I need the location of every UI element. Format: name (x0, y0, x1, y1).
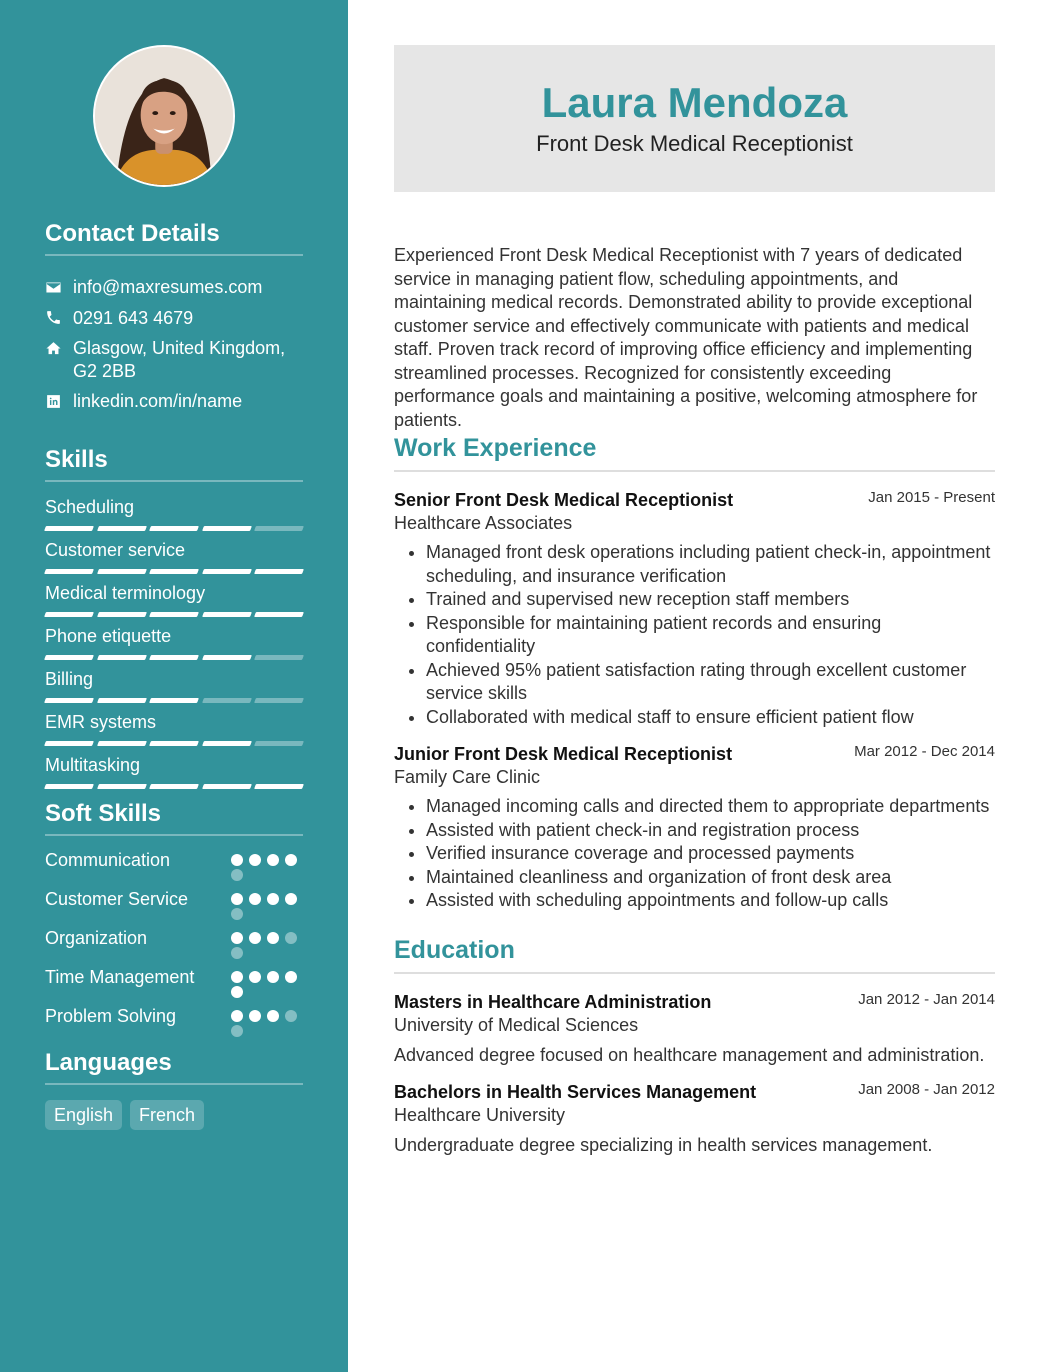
rating-dot-empty (231, 908, 243, 920)
job-dates: Jan 2015 - Present (868, 489, 995, 506)
skill-name: Medical terminology (45, 583, 206, 603)
soft-skill-dots (231, 849, 303, 881)
rating-dot-empty (231, 869, 243, 881)
summary-paragraph: Experienced Front Desk Medical Receptionist with 7 years of dedicated service in managing patient flow, scheduling appointments, and maintaining medical records. Demonstrated ability to provide exceptional customer service and effectively communicate with patients and medical staff. Proven track record of improving office efficiency and implementing streamlined processes. Recognized for consistently exceeding performance goals and maintaining a positive, welcoming atmosphere for patients. (394, 245, 978, 430)
rating-dot-filled (267, 932, 279, 944)
rating-dot-filled (249, 854, 261, 866)
education-dates: Jan 2012 - Jan 2014 (858, 991, 995, 1008)
home-icon (45, 337, 73, 359)
skill-level-segment-filled (202, 784, 251, 789)
skill-item (45, 491, 303, 534)
rating-dot-filled (267, 1010, 279, 1022)
contact-address-text: Glasgow, United Kingdom, G2 2BB (73, 338, 286, 381)
skill-level-segment-filled (97, 741, 146, 746)
skill-level-bar (45, 526, 303, 531)
rating-dot-filled (231, 971, 243, 983)
skill-level-segment-empty (254, 526, 303, 531)
skill-level-segment-filled (149, 698, 198, 703)
contact-address (45, 337, 303, 382)
rating-dot-filled (231, 986, 243, 998)
skill-level-segment-filled (149, 784, 198, 789)
rating-dot-filled (249, 932, 261, 944)
soft-skill-dots (231, 966, 303, 998)
skill-level-bar (45, 612, 303, 617)
skill-level-segment-filled (202, 526, 251, 531)
education-description: Undergraduate degree specializing in health services management. (394, 1135, 933, 1155)
skill-level-segment-filled (97, 569, 146, 574)
skill-level-segment-filled (44, 569, 93, 574)
profile-photo (93, 45, 235, 187)
language-chip: French (130, 1100, 204, 1130)
job-title: Senior Front Desk Medical Receptionist (394, 490, 734, 510)
contact-linkedin-text: linkedin.com/in/name (73, 391, 243, 411)
job-bullet: • Trained and supervised new reception staff members (426, 588, 995, 612)
candidate-name: Laura Mendoza (541, 79, 848, 126)
rating-dot-filled (285, 854, 297, 866)
work-experience-heading: Work Experience (394, 433, 995, 472)
candidate-title: Front Desk Medical Receptionist (536, 131, 853, 156)
skill-level-segment-filled (44, 655, 93, 660)
languages-section (45, 1049, 303, 1130)
skill-item (45, 706, 303, 749)
job-bullet: • Verified insurance coverage and processed payments (426, 842, 995, 866)
skill-level-bar (45, 569, 303, 574)
degree-title: Bachelors in Health Services Management (394, 1082, 757, 1102)
skill-level-segment-filled (97, 698, 146, 703)
skill-level-segment-empty (254, 741, 303, 746)
rating-dot-filled (285, 893, 297, 905)
skill-name: Multitasking (45, 755, 141, 775)
skills-heading: Skills (45, 446, 303, 482)
skill-level-segment-filled (202, 741, 251, 746)
contact-heading: Contact Details (45, 220, 303, 256)
degree-title: Masters in Healthcare Administration (394, 992, 712, 1012)
job-header (394, 743, 995, 765)
soft-skill-item (45, 1005, 303, 1037)
job-bullet: • Assisted with scheduling appointments and follow-up calls (426, 889, 995, 913)
job-dates: Mar 2012 - Dec 2014 (854, 743, 995, 760)
contact-linkedin[interactable] (45, 390, 303, 413)
soft-skill-name: Communication (45, 850, 171, 870)
job-company: Healthcare Associates (394, 513, 573, 533)
skill-name: Scheduling (45, 497, 135, 517)
skill-level-segment-filled (149, 569, 198, 574)
soft-skill-dots (231, 1005, 303, 1037)
soft-skill-item (45, 849, 303, 881)
job-bullets (394, 795, 995, 913)
skill-level-segment-empty (254, 655, 303, 660)
skill-level-segment-filled (97, 612, 146, 617)
skill-level-segment-filled (149, 612, 198, 617)
rating-dot-filled (249, 893, 261, 905)
rating-dot-filled (285, 971, 297, 983)
contact-email-text: info@maxresumes.com (73, 277, 263, 297)
soft-skill-name: Time Management (45, 967, 195, 987)
skill-level-segment-filled (254, 612, 303, 617)
language-chip: English (45, 1100, 122, 1130)
education-dates: Jan 2008 - Jan 2012 (858, 1081, 995, 1098)
education-header (394, 991, 995, 1013)
soft-skill-name: Problem Solving (45, 1006, 177, 1026)
skills-list (45, 491, 303, 792)
skill-item (45, 663, 303, 706)
skill-level-segment-filled (97, 655, 146, 660)
education-entry (394, 991, 995, 1067)
skill-level-segment-filled (44, 741, 93, 746)
sidebar (0, 0, 348, 1372)
skill-level-segment-filled (149, 741, 198, 746)
education-section (394, 935, 995, 1157)
contact-phone[interactable] (45, 307, 303, 330)
rating-dot-empty (231, 1025, 243, 1037)
skill-level-segment-empty (254, 698, 303, 703)
job-company: Family Care Clinic (394, 767, 541, 787)
soft-skills-heading: Soft Skills (45, 800, 303, 836)
work-experience-section (394, 433, 995, 913)
rating-dot-empty (285, 1010, 297, 1022)
soft-skill-name: Customer Service (45, 889, 189, 909)
skill-level-bar (45, 784, 303, 789)
skill-name: Billing (45, 669, 94, 689)
job-title: Junior Front Desk Medical Receptionist (394, 744, 733, 764)
job-entry (394, 489, 995, 729)
skill-level-segment-filled (97, 784, 146, 789)
rating-dot-filled (249, 971, 261, 983)
rating-dot-filled (231, 893, 243, 905)
skill-item (45, 577, 303, 620)
skill-item (45, 534, 303, 577)
skill-level-segment-filled (97, 526, 146, 531)
contact-phone-text: 0291 643 4679 (73, 307, 194, 328)
skill-level-segment-empty (202, 698, 251, 703)
skill-name: EMR systems (45, 712, 157, 732)
rating-dot-filled (267, 971, 279, 983)
skill-name: Phone etiquette (45, 626, 172, 646)
skill-level-bar (45, 741, 303, 746)
rating-dot-empty (231, 947, 243, 959)
soft-skill-dots (231, 927, 303, 959)
skill-level-segment-filled (44, 784, 93, 789)
job-bullets (394, 541, 995, 729)
job-bullet: • Maintained cleanliness and organization of front desk area (426, 866, 995, 890)
school-name: Healthcare University (394, 1105, 566, 1125)
portrait-image (95, 47, 233, 185)
job-bullet: • Assisted with patient check-in and registration process (426, 819, 995, 843)
linkedin-icon (45, 390, 73, 412)
skill-level-segment-filled (149, 526, 198, 531)
skill-level-segment-filled (44, 612, 93, 617)
skill-item (45, 749, 303, 792)
job-bullet: • Collaborated with medical staff to ensure efficient patient flow (426, 706, 995, 730)
skill-level-segment-filled (44, 526, 93, 531)
rating-dot-filled (231, 854, 243, 866)
education-header (394, 1081, 995, 1103)
soft-skill-item (45, 966, 303, 998)
skill-level-bar (45, 698, 303, 703)
soft-skill-item (45, 888, 303, 920)
job-bullet: • Responsible for maintaining patient records and ensuring confidentiality (426, 612, 995, 659)
rating-dot-filled (267, 854, 279, 866)
job-bullet: • Achieved 95% patient satisfaction rating through excellent customer service skills (426, 659, 995, 706)
soft-skills-section (45, 800, 303, 1044)
rating-dot-filled (267, 893, 279, 905)
skill-level-bar (45, 655, 303, 660)
education-heading: Education (394, 935, 995, 974)
rating-dot-filled (231, 932, 243, 944)
job-header (394, 489, 995, 511)
languages-heading: Languages (45, 1049, 303, 1085)
languages-list (45, 1100, 303, 1130)
skill-level-segment-filled (254, 784, 303, 789)
job-entry (394, 743, 995, 913)
rating-dot-filled (249, 1010, 261, 1022)
skill-name: Customer service (45, 540, 186, 560)
contact-list (45, 276, 303, 413)
rating-dot-empty (285, 932, 297, 944)
job-bullet: • Managed front desk operations including patient check-in, appointment scheduling, and insurance verification (426, 541, 995, 588)
school-name: University of Medical Sciences (394, 1015, 639, 1035)
job-bullet: • Managed incoming calls and directed them to appropriate departments (426, 795, 995, 819)
education-entry (394, 1081, 995, 1157)
skill-level-segment-filled (202, 569, 251, 574)
rating-dot-filled (231, 1010, 243, 1022)
resume-header (394, 45, 995, 192)
soft-skills-list (45, 849, 303, 1037)
skill-level-segment-filled (149, 655, 198, 660)
soft-skill-item (45, 927, 303, 959)
soft-skill-dots (231, 888, 303, 920)
skill-level-segment-filled (254, 569, 303, 574)
skill-item (45, 620, 303, 663)
skill-level-segment-filled (202, 612, 251, 617)
contact-email[interactable] (45, 276, 303, 299)
skills-section (45, 446, 303, 792)
envelope-icon (45, 276, 73, 298)
contact-section (45, 220, 303, 421)
skill-level-segment-filled (202, 655, 251, 660)
soft-skill-name: Organization (45, 928, 148, 948)
education-description: Advanced degree focused on healthcare management and administration. (394, 1045, 985, 1065)
phone-icon (45, 307, 73, 329)
skill-level-segment-filled (44, 698, 93, 703)
